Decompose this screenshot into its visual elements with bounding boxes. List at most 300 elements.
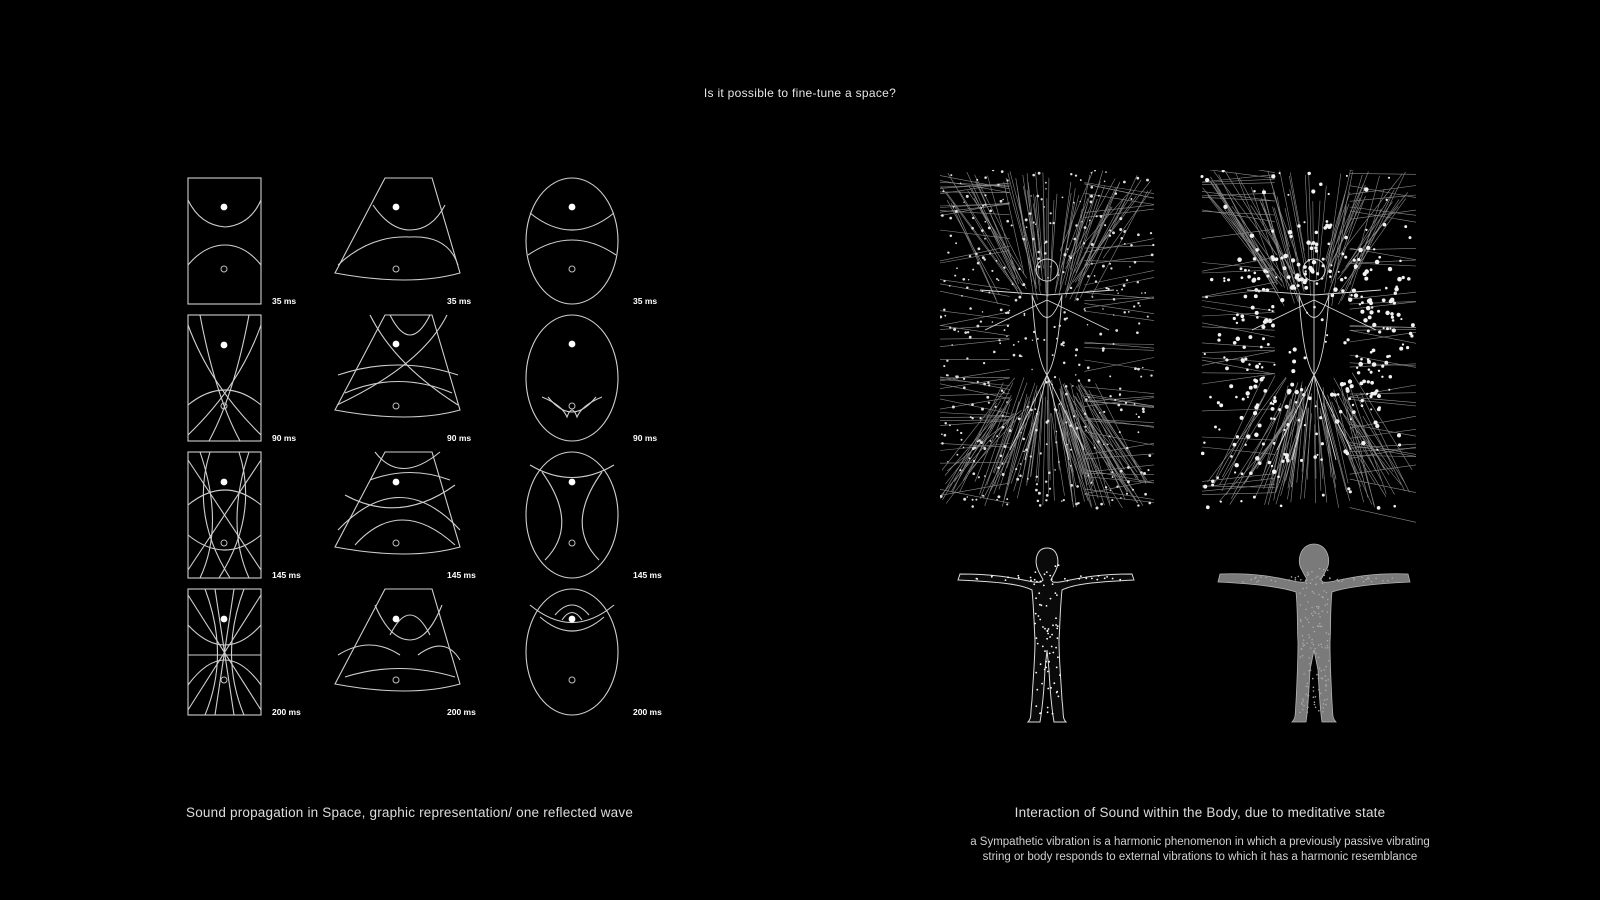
vibration-particle: [1280, 256, 1283, 259]
vibration-particle: [1297, 419, 1300, 422]
vibration-particle: [1344, 276, 1347, 279]
vibration-ray: [1084, 489, 1154, 500]
vibration-particle: [1123, 230, 1125, 232]
vibration-particle: [1370, 381, 1374, 385]
vibration-particle: [1258, 423, 1262, 427]
vibration-particle: [1211, 480, 1215, 484]
texture-dot: [1308, 634, 1310, 636]
vibration-particle: [1109, 235, 1111, 237]
vibration-particle: [1319, 182, 1323, 186]
vibration-particle: [1113, 343, 1115, 345]
texture-dot: [1106, 576, 1108, 578]
texture-dot: [1392, 577, 1394, 579]
vibration-particle: [1037, 251, 1040, 254]
vibration-particle: [1247, 275, 1251, 279]
vibration-particle: [1205, 178, 1209, 182]
vibration-particle: [984, 204, 986, 206]
vibration-particle: [977, 441, 979, 443]
vibration-ray: [1202, 493, 1275, 495]
vibration-particle: [975, 253, 977, 255]
vibration-ray: [1016, 178, 1033, 293]
vibration-particle: [1360, 358, 1363, 361]
texture-dot: [1295, 579, 1297, 581]
vibration-particle: [1137, 504, 1139, 506]
vibration-particle: [944, 434, 947, 437]
texture-dot: [1038, 615, 1040, 617]
vibration-particle: [1035, 429, 1038, 432]
vibration-particle: [1377, 394, 1381, 398]
ellipse-room-35ms: [526, 178, 618, 304]
vibration-particle: [1206, 505, 1210, 509]
vibration-ray: [940, 280, 1010, 290]
vibration-particle: [942, 190, 944, 192]
vibration-particle: [1032, 174, 1035, 177]
vibration-particle: [990, 440, 992, 442]
vibration-particle: [1087, 275, 1090, 278]
vibration-particle: [1105, 171, 1107, 173]
texture-dot: [1311, 571, 1313, 573]
vibration-particle: [1019, 474, 1022, 477]
vibration-particle: [978, 439, 981, 442]
vibration-particle: [1307, 172, 1310, 175]
vibration-particle: [991, 270, 993, 272]
vibration-particle: [1077, 502, 1079, 504]
vibration-particle: [1359, 303, 1361, 305]
vibration-particle: [1407, 277, 1411, 281]
vibration-particle: [1078, 379, 1080, 381]
vibration-particle: [1096, 215, 1098, 217]
texture-dot: [1325, 684, 1327, 686]
vibration-particle: [1347, 487, 1350, 490]
texture-dot: [1320, 693, 1322, 695]
texture-dot: [1320, 578, 1322, 580]
sympathetic-vibration-note: [900, 835, 1500, 865]
vibration-particle: [1062, 271, 1064, 273]
texture-dot: [1040, 663, 1042, 665]
vibration-particle: [1366, 393, 1368, 395]
texture-dot: [1300, 621, 1302, 623]
vibration-particle: [1002, 426, 1005, 429]
texture-dot: [1307, 707, 1309, 709]
texture-dot: [1311, 613, 1313, 615]
vibration-particle: [1345, 387, 1349, 391]
vibration-particle: [1036, 483, 1038, 485]
vibration-particle: [980, 441, 983, 444]
texture-dot: [1316, 606, 1318, 608]
texture-dot: [1313, 611, 1315, 613]
vibration-particle: [1132, 489, 1134, 491]
vibration-particle: [1032, 339, 1033, 340]
vibration-ray: [1350, 195, 1416, 201]
texture-dot: [1044, 573, 1046, 575]
vibration-particle: [1125, 402, 1127, 404]
time-label: 35 ms: [272, 296, 297, 306]
vibration-particle: [1361, 404, 1364, 407]
vibration-particle: [1344, 256, 1347, 259]
vibration-ray: [1043, 397, 1046, 505]
texture-dot: [1055, 592, 1057, 594]
vibration-particle: [1348, 298, 1352, 302]
texture-dot: [1327, 569, 1329, 571]
vibration-particle: [1140, 471, 1143, 474]
texture-dot: [1035, 672, 1037, 674]
texture-dot: [1050, 598, 1052, 600]
vibration-particle: [1397, 277, 1402, 282]
texture-dot: [1300, 619, 1302, 621]
texture-dot: [1040, 581, 1042, 583]
vibration-particle: [1357, 258, 1360, 261]
vibration-particle: [1004, 329, 1006, 331]
texture-dot: [1315, 696, 1317, 698]
texture-dot: [1322, 711, 1324, 713]
vibration-particle: [1043, 206, 1045, 208]
texture-dot: [1315, 612, 1317, 614]
vibration-ray: [1068, 182, 1120, 291]
vibration-particle: [1252, 278, 1256, 282]
vibration-particle: [995, 406, 997, 408]
vibration-particle: [1105, 287, 1107, 289]
texture-dot: [1045, 661, 1047, 663]
vibration-particle: [964, 331, 967, 334]
vibration-ray: [1075, 180, 1141, 282]
texture-dot: [1050, 687, 1052, 689]
vibration-particle: [1045, 480, 1047, 482]
texture-dot: [1036, 637, 1038, 639]
vibration-particle: [1310, 246, 1314, 250]
texture-dot: [1327, 647, 1329, 649]
vibration-particle: [1389, 327, 1391, 329]
vibration-particle: [1116, 290, 1118, 292]
vibration-particle: [1297, 278, 1301, 282]
vibration-particle: [1094, 275, 1096, 277]
vibration-ray: [1219, 378, 1286, 485]
vibration-particle: [1279, 172, 1281, 174]
texture-dot: [1096, 579, 1098, 581]
vibration-particle: [1142, 408, 1145, 411]
texture-dot: [1375, 578, 1377, 580]
vibration-particle: [1385, 311, 1389, 315]
rect-room-145ms: [188, 452, 261, 578]
texture-dot: [1046, 571, 1048, 573]
vibration-particle: [1040, 452, 1042, 454]
texture-dot: [1308, 695, 1310, 697]
vibration-ray: [1309, 172, 1312, 259]
vibration-particle: [944, 315, 946, 317]
vibration-particle: [1113, 298, 1115, 300]
texture-dot: [1301, 648, 1303, 650]
vibration-particle: [1303, 221, 1305, 223]
vibration-ray: [1084, 261, 1154, 262]
texture-dot: [1055, 565, 1057, 567]
vibration-particle: [1000, 200, 1003, 203]
vibration-ray: [1350, 292, 1416, 299]
texture-dot: [1325, 647, 1327, 649]
vibration-particle: [1104, 224, 1106, 226]
texture-dot: [1327, 599, 1329, 601]
texture-dot: [1325, 666, 1327, 668]
vibration-particle: [978, 476, 980, 478]
vibration-particle: [1035, 223, 1036, 224]
vibration-particle: [1070, 449, 1072, 451]
texture-dot: [1039, 619, 1041, 621]
vibration-particle: [984, 258, 986, 260]
vibration-ray: [1084, 432, 1154, 446]
vibration-particle: [1255, 456, 1260, 461]
vibration-ray: [1281, 423, 1302, 496]
vibration-particle: [1305, 270, 1307, 272]
vibration-particle: [972, 499, 974, 501]
vibration-particle: [1278, 408, 1281, 411]
texture-dot: [1302, 642, 1304, 644]
vibration-particle: [1027, 478, 1029, 480]
vibration-particle: [1382, 298, 1386, 302]
vibration-particle: [1349, 490, 1352, 493]
texture-dot: [1035, 705, 1037, 707]
vibration-particle: [1209, 396, 1212, 399]
vibration-particle: [1368, 368, 1371, 371]
vibration-particle: [970, 416, 972, 418]
vibration-particle: [1000, 455, 1003, 458]
vibration-particle: [1316, 454, 1318, 456]
vibration-particle: [1375, 424, 1379, 428]
vibration-particle: [1402, 343, 1404, 345]
texture-dot: [1007, 576, 1009, 578]
vibration-particle: [955, 242, 957, 244]
vibration-particle: [1120, 497, 1122, 499]
texture-dot: [1318, 625, 1320, 627]
texture-dot: [1308, 574, 1310, 576]
vibration-particle: [1147, 316, 1149, 318]
vibration-particle: [963, 386, 966, 389]
texture-dot: [1318, 710, 1320, 712]
vibration-particle: [947, 374, 949, 376]
rect-room-200ms: [188, 589, 261, 715]
vibration-particle: [1123, 311, 1125, 313]
vibration-particle: [959, 469, 961, 471]
vibration-particle: [996, 260, 998, 262]
vibration-ray: [1008, 401, 1030, 485]
vibration-particle: [1200, 175, 1203, 178]
vibration-particle: [1372, 323, 1376, 327]
vibration-particle: [1235, 396, 1238, 399]
vibration-particle: [1313, 455, 1317, 459]
vibration-particle: [1381, 376, 1383, 378]
texture-dot: [1302, 655, 1304, 657]
vibration-particle: [1329, 275, 1332, 278]
vibration-particle: [1289, 235, 1292, 238]
vibration-particle: [982, 204, 984, 206]
texture-dot: [1043, 585, 1045, 587]
vibration-particle: [1315, 243, 1319, 247]
vibration-particle: [1119, 228, 1122, 231]
texture-dot: [1320, 626, 1322, 628]
vibration-particle: [1404, 225, 1407, 228]
vibration-particle: [1233, 341, 1237, 345]
texture-dot: [1313, 690, 1315, 692]
vibration-particle: [1253, 257, 1257, 261]
vibration-particle: [967, 496, 968, 497]
vibration-ray: [1084, 342, 1154, 348]
texture-dot: [1305, 609, 1307, 611]
vibration-particle: [1315, 433, 1318, 436]
vibration-particle: [1236, 313, 1239, 316]
vibration-particle: [1094, 447, 1096, 449]
vibration-particle: [1006, 401, 1008, 403]
ellipse-room-200ms: [526, 589, 618, 715]
vibration-particle: [1272, 310, 1274, 312]
vibration-particle: [984, 238, 986, 240]
texture-dot: [1315, 653, 1317, 655]
texture-dot: [1313, 687, 1315, 689]
vibration-particle: [977, 381, 979, 383]
vibration-particle: [1134, 261, 1137, 264]
vibration-particle: [1020, 463, 1022, 465]
texture-dot: [1058, 564, 1060, 566]
texture-dot: [1361, 577, 1363, 579]
texture-dot: [1309, 663, 1311, 665]
vibration-ray: [1208, 195, 1282, 286]
vibration-particle: [1253, 496, 1256, 499]
vibration-particle: [997, 495, 1000, 498]
vibration-ray: [1084, 298, 1154, 308]
vibration-particle: [1076, 485, 1079, 488]
texture-dot: [1038, 592, 1040, 594]
texture-dot: [1258, 580, 1260, 582]
vibration-particle: [1242, 345, 1245, 348]
vibration-particle: [1137, 302, 1139, 304]
vibration-particle: [1038, 265, 1041, 268]
vibration-particle: [969, 255, 971, 257]
vibration-particle: [954, 275, 956, 277]
texture-dot: [1324, 699, 1326, 701]
vibration-particle: [1373, 248, 1375, 250]
vibration-particle: [1037, 338, 1039, 340]
texture-dot: [1041, 683, 1043, 685]
vibration-ray: [1048, 380, 1049, 494]
vibration-particle: [1113, 314, 1114, 315]
vibration-particle: [963, 378, 965, 380]
vibration-particle: [1020, 432, 1022, 434]
vibration-particle: [1003, 391, 1005, 393]
vibration-ray: [1202, 183, 1275, 185]
texture-dot: [1321, 670, 1323, 672]
trap-room-200ms: [335, 589, 460, 691]
texture-dot: [1307, 683, 1309, 685]
vibration-particle: [1343, 341, 1346, 344]
vibration-particle: [943, 280, 945, 282]
vibration-ray: [1350, 385, 1416, 397]
vibration-particle: [971, 505, 974, 508]
vibration-particle: [1110, 267, 1112, 269]
vibration-particle: [1271, 465, 1273, 467]
vibration-particle: [1368, 315, 1372, 319]
vibration-particle: [1124, 243, 1126, 245]
vibration-particle: [1262, 442, 1265, 445]
vibration-particle: [1262, 190, 1266, 194]
vibration-particle: [1343, 449, 1347, 453]
vibration-particle: [1330, 392, 1334, 396]
texture-dot: [1056, 667, 1058, 669]
vibration-particle: [1089, 220, 1091, 222]
vibration-particle: [1146, 179, 1149, 182]
vibration-particle: [1109, 395, 1111, 397]
vibration-particle: [1402, 276, 1405, 279]
vibration-particle: [1233, 443, 1237, 447]
texture-dot: [1255, 577, 1257, 579]
texture-dot: [1337, 579, 1339, 581]
vibration-particle: [1321, 318, 1324, 321]
texture-dot: [1314, 704, 1316, 706]
vibration-particle: [989, 209, 992, 212]
vibration-particle: [1257, 277, 1260, 280]
vibration-particle: [998, 339, 1000, 341]
vibration-particle: [1081, 221, 1082, 222]
vibration-ray: [1084, 277, 1154, 292]
vibration-particle: [944, 422, 946, 424]
vibration-particle: [1015, 468, 1017, 470]
vibration-ray: [940, 420, 1010, 421]
texture-dot: [1324, 669, 1326, 671]
vibration-particle: [1150, 374, 1152, 376]
vibration-particle: [1389, 299, 1393, 303]
note-line: string or body responds to external vibrations to which it has a harmonic resemblance: [982, 851, 1418, 863]
texture-dot: [1325, 704, 1327, 706]
texture-dot: [1271, 579, 1273, 581]
vibration-particle: [1364, 187, 1369, 192]
vibration-particle: [1057, 274, 1059, 276]
vibration-particle: [1076, 427, 1079, 430]
time-label: 90 ms: [633, 433, 658, 443]
texture-dot: [1305, 579, 1307, 581]
texture-dot: [1318, 606, 1320, 608]
vibration-particle: [1053, 326, 1055, 328]
vibration-ray: [1002, 397, 1034, 507]
vibration-particle: [952, 406, 955, 409]
vibration-particle: [1233, 317, 1236, 320]
texture-dot: [1318, 689, 1320, 691]
vibration-particle: [975, 499, 977, 501]
texture-dot: [1042, 646, 1044, 648]
vibration-particle: [1004, 445, 1007, 448]
vibration-particle: [1205, 296, 1208, 299]
vibration-particle: [971, 417, 973, 419]
vibration-particle: [1283, 429, 1285, 431]
vibration-particle: [1049, 222, 1051, 224]
texture-dot: [1040, 712, 1042, 714]
vibration-particle: [1085, 426, 1087, 428]
vibration-particle: [1063, 253, 1066, 256]
texture-dot: [1307, 601, 1309, 603]
texture-dot: [1034, 623, 1036, 625]
body-vibration-illustrations: [940, 170, 1460, 740]
vibration-particle: [1280, 504, 1283, 507]
vibration-particle: [1273, 418, 1276, 421]
texture-dot: [1047, 707, 1049, 709]
time-label: 35 ms: [447, 296, 472, 306]
vibration-particle: [956, 375, 959, 378]
vibration-particle: [1065, 393, 1068, 396]
vibration-particle: [1075, 354, 1077, 356]
vibration-particle: [953, 328, 956, 331]
vibration-particle: [1072, 385, 1074, 387]
vibration-particle: [1385, 287, 1388, 290]
texture-dot: [1319, 616, 1321, 618]
vibration-particle: [1388, 177, 1390, 179]
vibration-particle: [1029, 212, 1032, 215]
texture-dot: [1318, 613, 1320, 615]
vibration-particle: [1128, 311, 1130, 313]
texture-dot: [1307, 619, 1309, 621]
